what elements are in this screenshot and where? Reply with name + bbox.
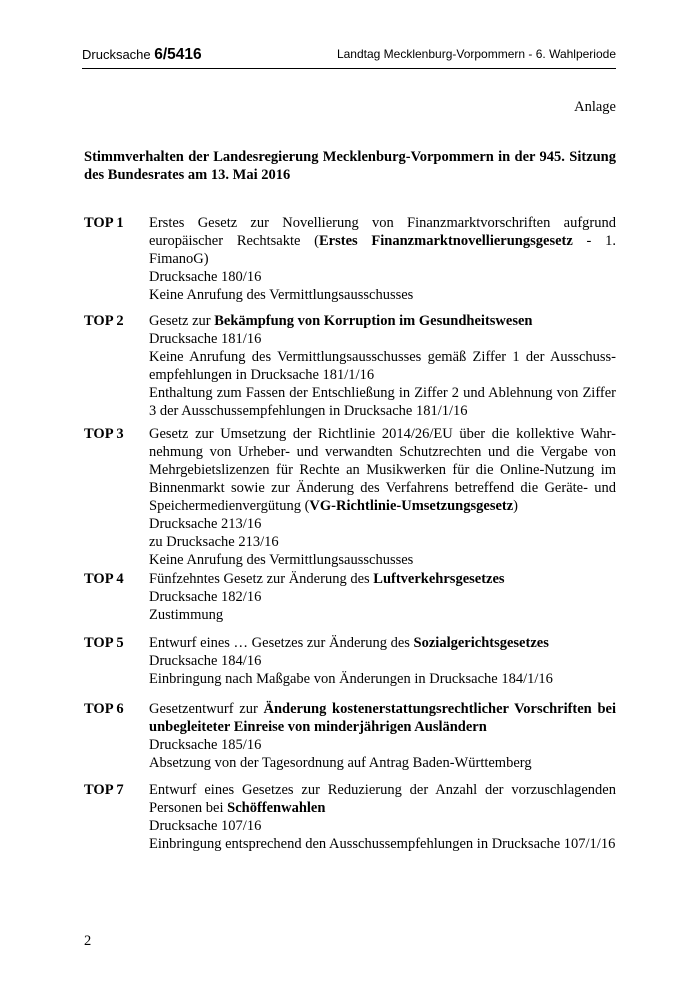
top-label: TOP 3	[84, 426, 124, 442]
top-line: Drucksache 185/16	[149, 737, 262, 753]
top-line: Keine Anrufung des Vermittlungsausschusses	[149, 552, 414, 568]
top-label: TOP 7	[84, 782, 124, 798]
top-item-1	[84, 214, 616, 304]
top-line: Drucksache 107/16	[149, 818, 262, 834]
top-line: Einbringung entsprechend den Ausschussempfehlungen in Drucksache 107/1/16	[149, 836, 616, 852]
top-line: Einbringung nach Maßgabe von Änderungen in Drucksache 184/1/16	[149, 671, 553, 687]
top-intro: Gesetz zur Umsetzung der Richtlinie 2014/26/EU über die kollektive Wahr-nehmung von Urheber- und verwandten Schutzrechten und die Vergabe von Mehrgebietslizenzen für Rechte an Musikwerken für die Online-Nutzung im Binnenmarkt sowie zur Änderung des Verfahrens betreffend die Geräte- und Speichermedienvergütung (VG-Richtlinie-Umsetzungsgesetz)	[149, 426, 616, 514]
top-item-7	[84, 781, 616, 853]
top-line: zu Drucksache 213/16	[149, 534, 279, 550]
top-line: Drucksache 213/16	[149, 516, 262, 532]
top-line: Keine Anrufung des Vermittlungsausschusses gemäß Ziffer 1 der Ausschuss-empfehlungen in Drucksache 181/1/16	[149, 349, 616, 383]
top-line: Drucksache 182/16	[149, 589, 262, 605]
top-line: Drucksache 181/16	[149, 331, 262, 347]
top-intro: Entwurf eines … Gesetzes zur Änderung des Sozialgerichtsgesetzes	[149, 635, 549, 651]
top-item-2	[84, 312, 616, 420]
top-line: Enthaltung zum Fassen der Entschließung in Ziffer 2 und Ablehnung von Ziffer 3 der Ausschussempfehlungen in Drucksache 181/1/16	[149, 385, 616, 419]
page-number: 2	[84, 933, 92, 949]
top-intro: Gesetzentwurf zur Änderung kostenerstattungsrechtlicher Vorschriften bei unbegleiteter Einreise von minderjährigen Ausländern	[149, 701, 616, 735]
top-label: TOP 4	[84, 571, 124, 587]
top-item-5	[84, 634, 616, 688]
top-label: TOP 6	[84, 701, 124, 717]
page-header	[82, 40, 616, 69]
document-title: Stimmverhalten der Landesregierung Mecklenburg-Vorpommern in der 945. Sitzung des Bundesrates am 13. Mai 2016	[84, 149, 616, 183]
top-label: TOP 5	[84, 635, 124, 651]
top-item-4	[84, 570, 616, 624]
header-drucksache-prefix: Drucksache	[82, 47, 155, 62]
header-landtag: Landtag Mecklenburg-Vorpommern - 6. Wahlperiode	[336, 47, 616, 61]
top-line: Drucksache 184/16	[149, 653, 262, 669]
top-intro: Gesetz zur Bekämpfung von Korruption im Gesundheitswesen	[149, 313, 533, 329]
top-label: TOP 1	[84, 215, 124, 231]
header-drucksache	[82, 46, 202, 64]
top-item-3	[84, 425, 616, 569]
top-line: Keine Anrufung des Vermittlungsausschusses	[149, 287, 414, 303]
anlage-label: Anlage	[574, 99, 616, 115]
top-intro: Fünfzehntes Gesetz zur Änderung des Luftverkehrsgesetzes	[149, 571, 505, 587]
top-line: Absetzung von der Tagesordnung auf Antrag Baden-Württemberg	[149, 755, 532, 771]
top-item-6	[84, 700, 616, 772]
top-line: Zustimmung	[149, 607, 224, 623]
top-intro: Entwurf eines Gesetzes zur Reduzierung der Anzahl der vorzuschlagenden Personen bei Schöffenwahlen	[149, 782, 616, 816]
top-intro: Erstes Gesetz zur Novellierung von Finanzmarktvorschriften aufgrund europäischer Rechtsakte (Erstes Finanzmarktnovellierungsgesetz - 1. FimanoG)	[149, 215, 616, 267]
top-label: TOP 2	[84, 313, 124, 329]
header-drucksache-number: 6/5416	[154, 46, 202, 63]
top-line: Drucksache 180/16	[149, 269, 262, 285]
